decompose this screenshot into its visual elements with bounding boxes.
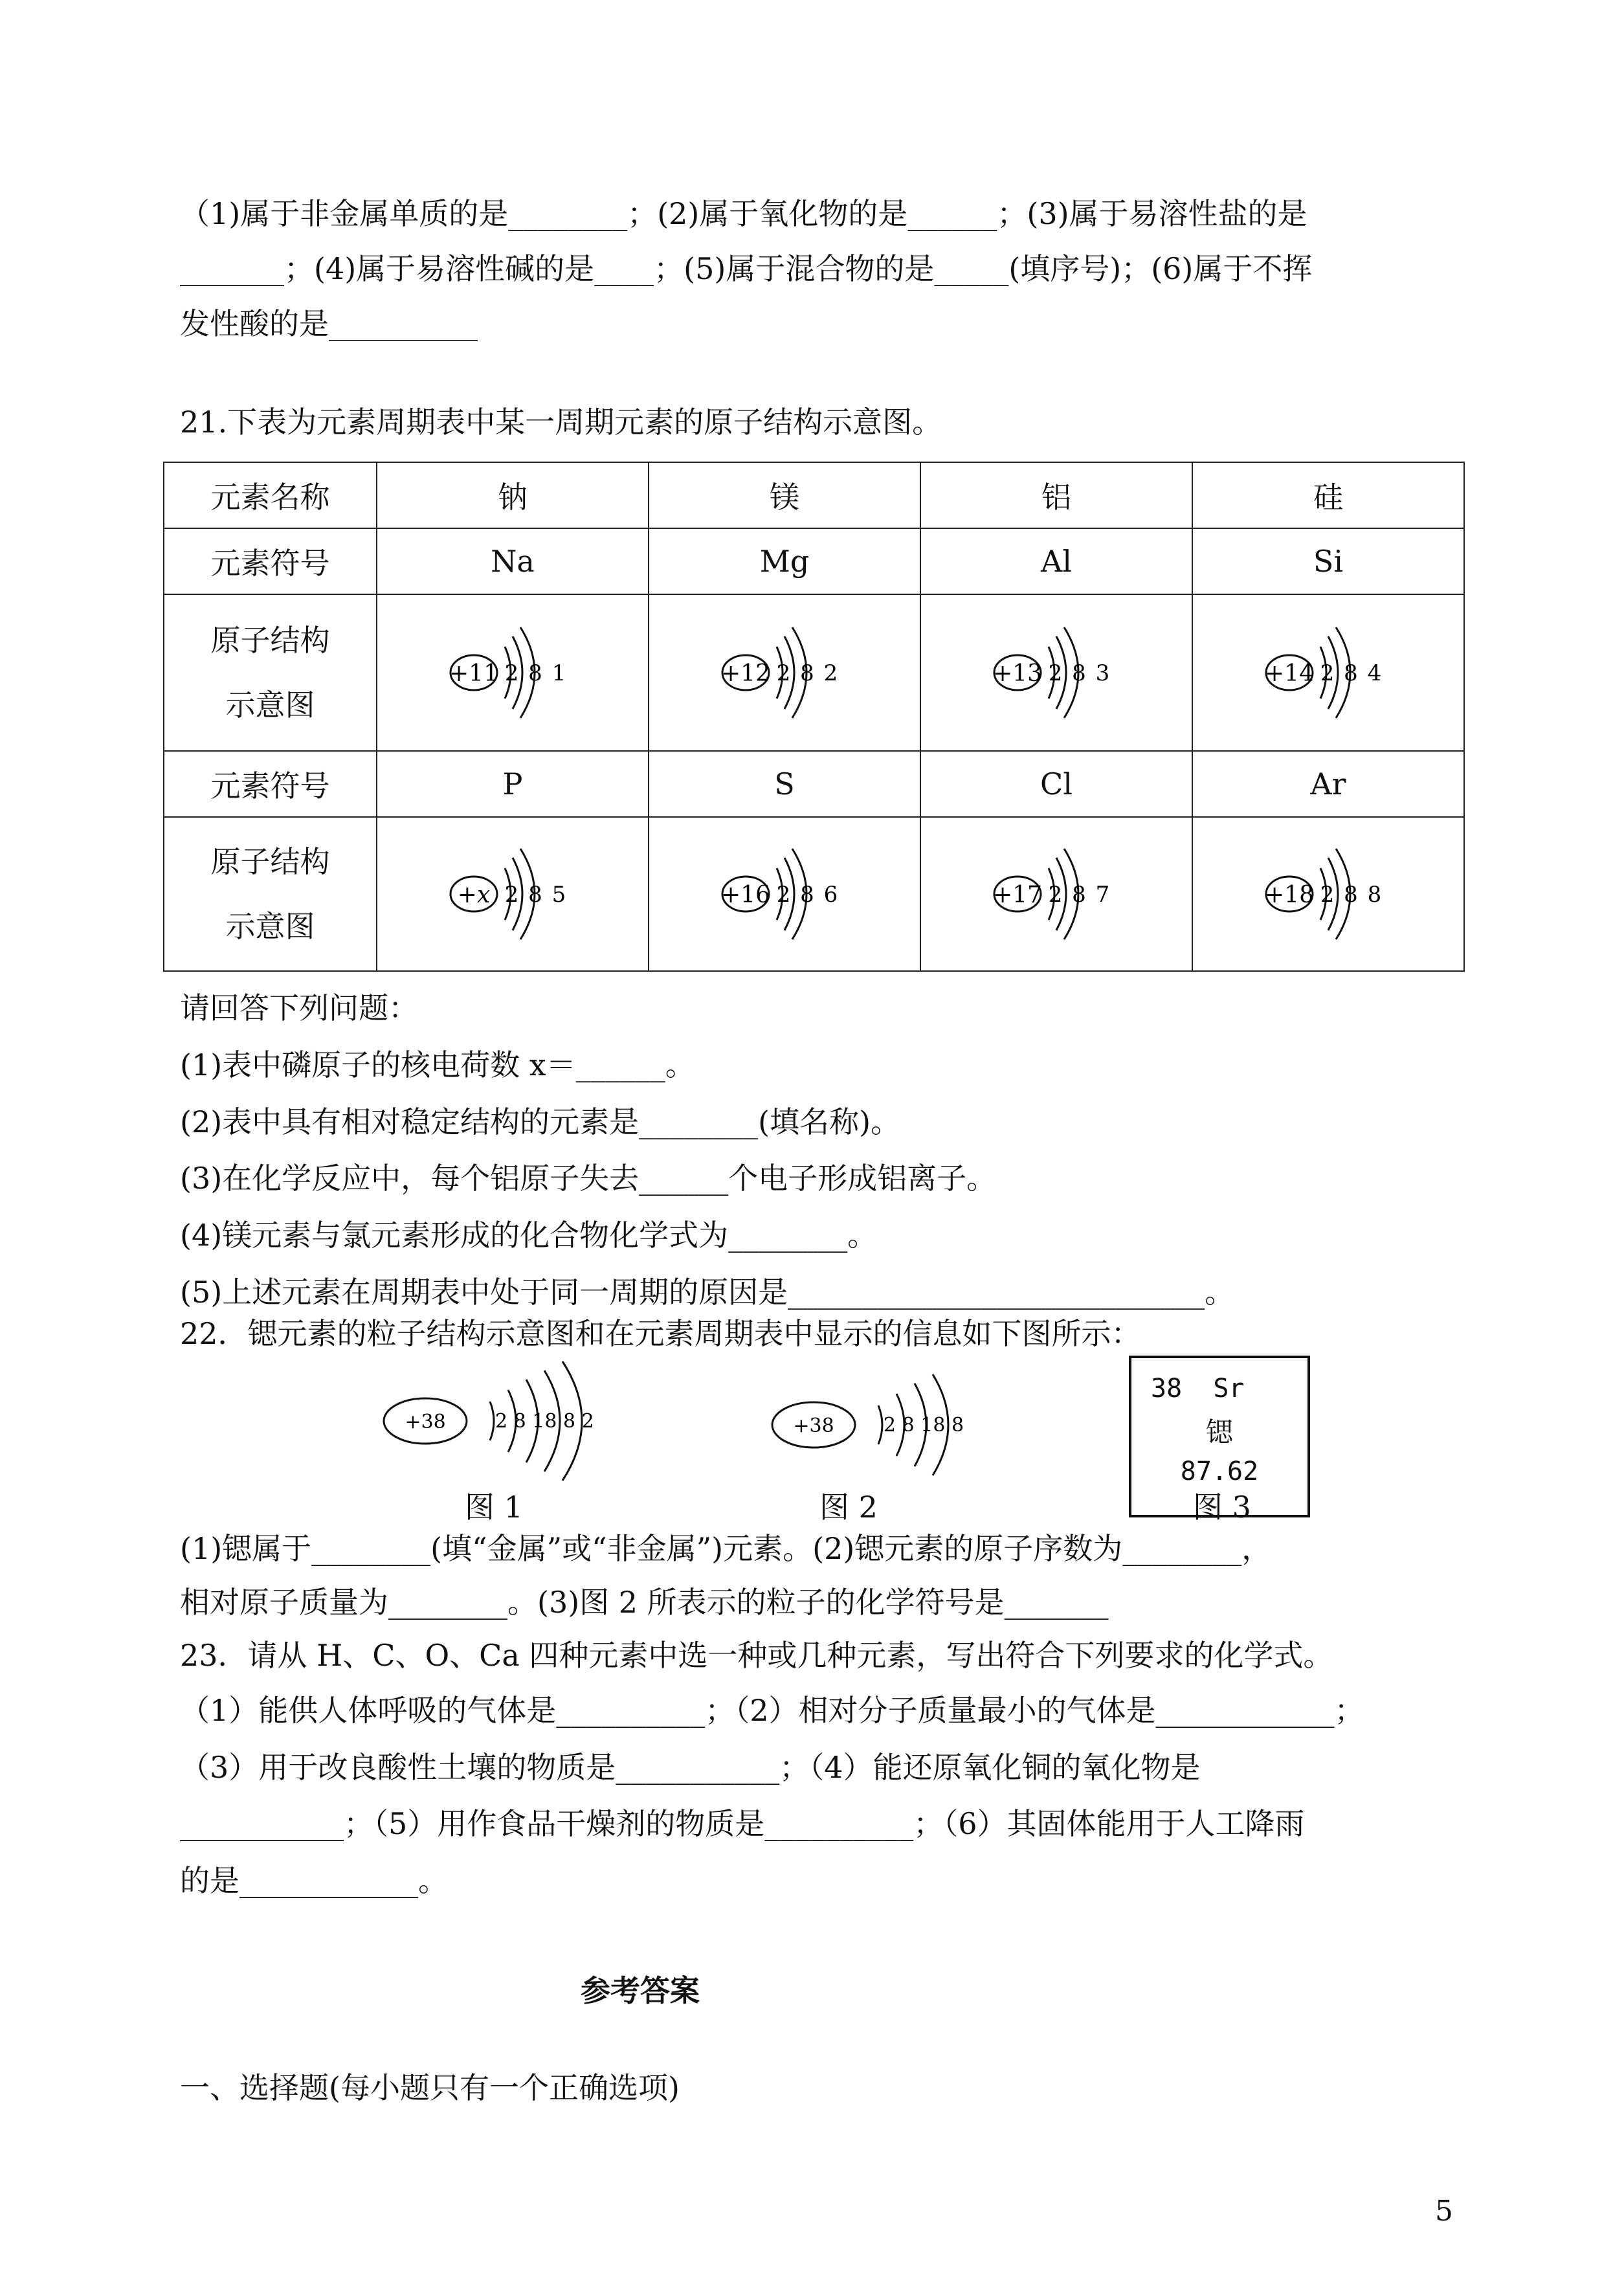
q23-line-3: ___________；（5）用作食品干燥剂的物质是__________；（6）其固体能用于人工降雨 [180,1806,1305,1841]
label-diagram-line-2: 示意图 [225,909,315,944]
pt-number-symbol [1151,1374,1245,1404]
table-row-names [164,462,1464,528]
cell-diagram-s [649,817,920,971]
cell-name-si: 硅 [1192,462,1464,528]
q22-line-1: (1)锶属于________(填“金属”或“非金属”)元素。(2)锶元素的原子序数为________， [180,1531,1272,1566]
cell-symbol-s: S [649,751,920,817]
nucleus-charge: +14 [1265,660,1314,687]
q21-question-1: (1)表中磷原子的核电荷数 x＝______。 [180,1047,695,1082]
label-diagram-line-1: 原子结构 [210,844,330,879]
nucleus-charge: +16 [721,882,770,908]
cell-symbol-si: Si [1192,528,1464,594]
label-structure-diagram-2 [164,817,377,971]
atom-diagram-ar [1251,829,1406,959]
atomic-number: 38 [1151,1374,1183,1404]
shell-electrons: 2 8 7 [1048,882,1111,908]
shell-electrons: 2 8 18 8 2 [495,1410,594,1433]
shell-electrons: 2 8 4 [1320,660,1383,686]
shell-electrons: 2 8 8 [1320,882,1383,908]
nucleus-charge: +18 [1265,882,1314,908]
sr-ion-diagram-fig2 [767,1363,1026,1492]
element-name: 锶 [1205,1416,1233,1448]
cell-symbol-mg: Mg [649,528,920,594]
table-row-symbols [164,528,1464,594]
nucleus-charge: +13 [993,660,1042,687]
shell-electrons: 2 8 3 [1048,660,1111,686]
shell-arc [878,1405,882,1444]
shell-electrons: 2 8 1 [504,660,568,686]
table-row-symbols-2 [164,751,1464,817]
q21-question-4: (4)镁元素与氯元素形成的化合物化学式为________。 [180,1218,878,1253]
atom-diagram-mg [707,608,862,737]
atom-diagram-cl [979,829,1134,959]
element-symbol: Sr [1213,1374,1245,1404]
figure-caption-3: 图 3 [1193,1490,1251,1525]
shell-electrons: 2 8 2 [776,660,840,686]
q23-stem: 23．请从 H、C、O、Ca 四种元素中选一种或几种元素，写出符合下列要求的化学式。 [180,1638,1333,1673]
q21-question-5: (5)上述元素在周期表中处于同一周期的原因是____________________________。 [180,1275,1235,1310]
answers-title: 参考答案 [581,1973,700,2008]
table-row-diagrams-2 [164,817,1464,971]
atom-diagram-al [979,608,1134,737]
cell-name-al: 铝 [920,462,1192,528]
table-row-diagrams [164,594,1464,751]
q23-line-2: （3）用于改良酸性土壤的物质是___________；（4）能还原氧化铜的氧化物是 [180,1750,1201,1785]
cell-name-mg: 镁 [649,462,920,528]
cell-diagram-si [1192,594,1464,751]
q20-line-2: _______；(4)属于易溶性碱的是____；(5)属于混合物的是_____(填序号)；(6)属于不挥 [180,251,1313,286]
nucleus-charge: +x [457,882,491,908]
q23-line-1: （1）能供人体呼吸的气体是__________；（2）相对分子质量最小的气体是____________； [180,1693,1364,1728]
cell-symbol-ar: Ar [1192,751,1464,817]
cell-name-na: 钠 [377,462,649,528]
page-number: 5 [1435,2195,1453,2228]
shell-electrons: 2 8 18 8 [884,1414,964,1437]
cell-symbol-p: P [377,751,649,817]
atomic-mass: 87.62 [1180,1457,1259,1486]
nucleus-charge: +38 [405,1411,446,1433]
nucleus-charge: +38 [793,1415,834,1437]
q23-line-4: 的是____________。 [180,1863,448,1898]
q21-question-2: (2)表中具有相对稳定结构的元素是________(填名称)。 [180,1104,901,1139]
atom-diagram-p [435,829,590,959]
nucleus-charge: +17 [993,882,1042,908]
cell-diagram-p [377,817,649,971]
q21-question-3: (3)在化学反应中，每个铝原子失去______个电子形成铝离子。 [180,1161,997,1196]
label-element-symbol-2: 元素符号 [164,751,377,817]
atom-diagram-s [707,829,862,959]
cell-diagram-ar [1192,817,1464,971]
q22-stem: 22．锶元素的粒子结构示意图和在元素周期表中显示的信息如下图所示： [180,1316,1141,1351]
q21-stem: 21.下表为元素周期表中某一周期元素的原子结构示意图。 [180,405,942,440]
cell-diagram-mg [649,594,920,751]
q22-line-2: 相对原子质量为________。(3)图 2 所表示的粒子的化学符号是_______ [180,1585,1109,1620]
label-element-name: 元素名称 [164,462,377,528]
cell-symbol-al: Al [920,528,1192,594]
cell-diagram-na [377,594,649,751]
q20-line-3: 发性酸的是__________ [180,306,478,341]
atom-diagram-na [435,608,590,737]
figure-caption-2: 图 2 [819,1490,878,1525]
nucleus-charge: +12 [721,660,770,687]
q20-line-1: （1)属于非金属单质的是________；(2)属于氧化物的是______；(3)属于易溶性盐的是 [180,196,1307,231]
sr-atom-diagram-fig1 [379,1356,663,1492]
label-structure-diagram [164,594,377,751]
label-diagram-line-2: 示意图 [225,688,315,722]
atom-diagram-si [1251,608,1406,737]
shell-arc [490,1402,494,1440]
element-table [163,462,1465,972]
cell-symbol-cl: Cl [920,751,1192,817]
label-diagram-line-1: 原子结构 [210,623,330,658]
answers-section-1: 一、选择题(每小题只有一个正确选项) [180,2070,680,2105]
shell-electrons: 2 8 5 [504,882,568,908]
nucleus-charge: +11 [449,660,498,687]
cell-diagram-al [920,594,1192,751]
cell-diagram-cl [920,817,1192,971]
label-element-symbol: 元素符号 [164,528,377,594]
shell-electrons: 2 8 6 [776,882,840,908]
figure-caption-1: 图 1 [465,1490,523,1525]
cell-symbol-na: Na [377,528,649,594]
q21-prompt: 请回答下列问题： [180,990,418,1025]
